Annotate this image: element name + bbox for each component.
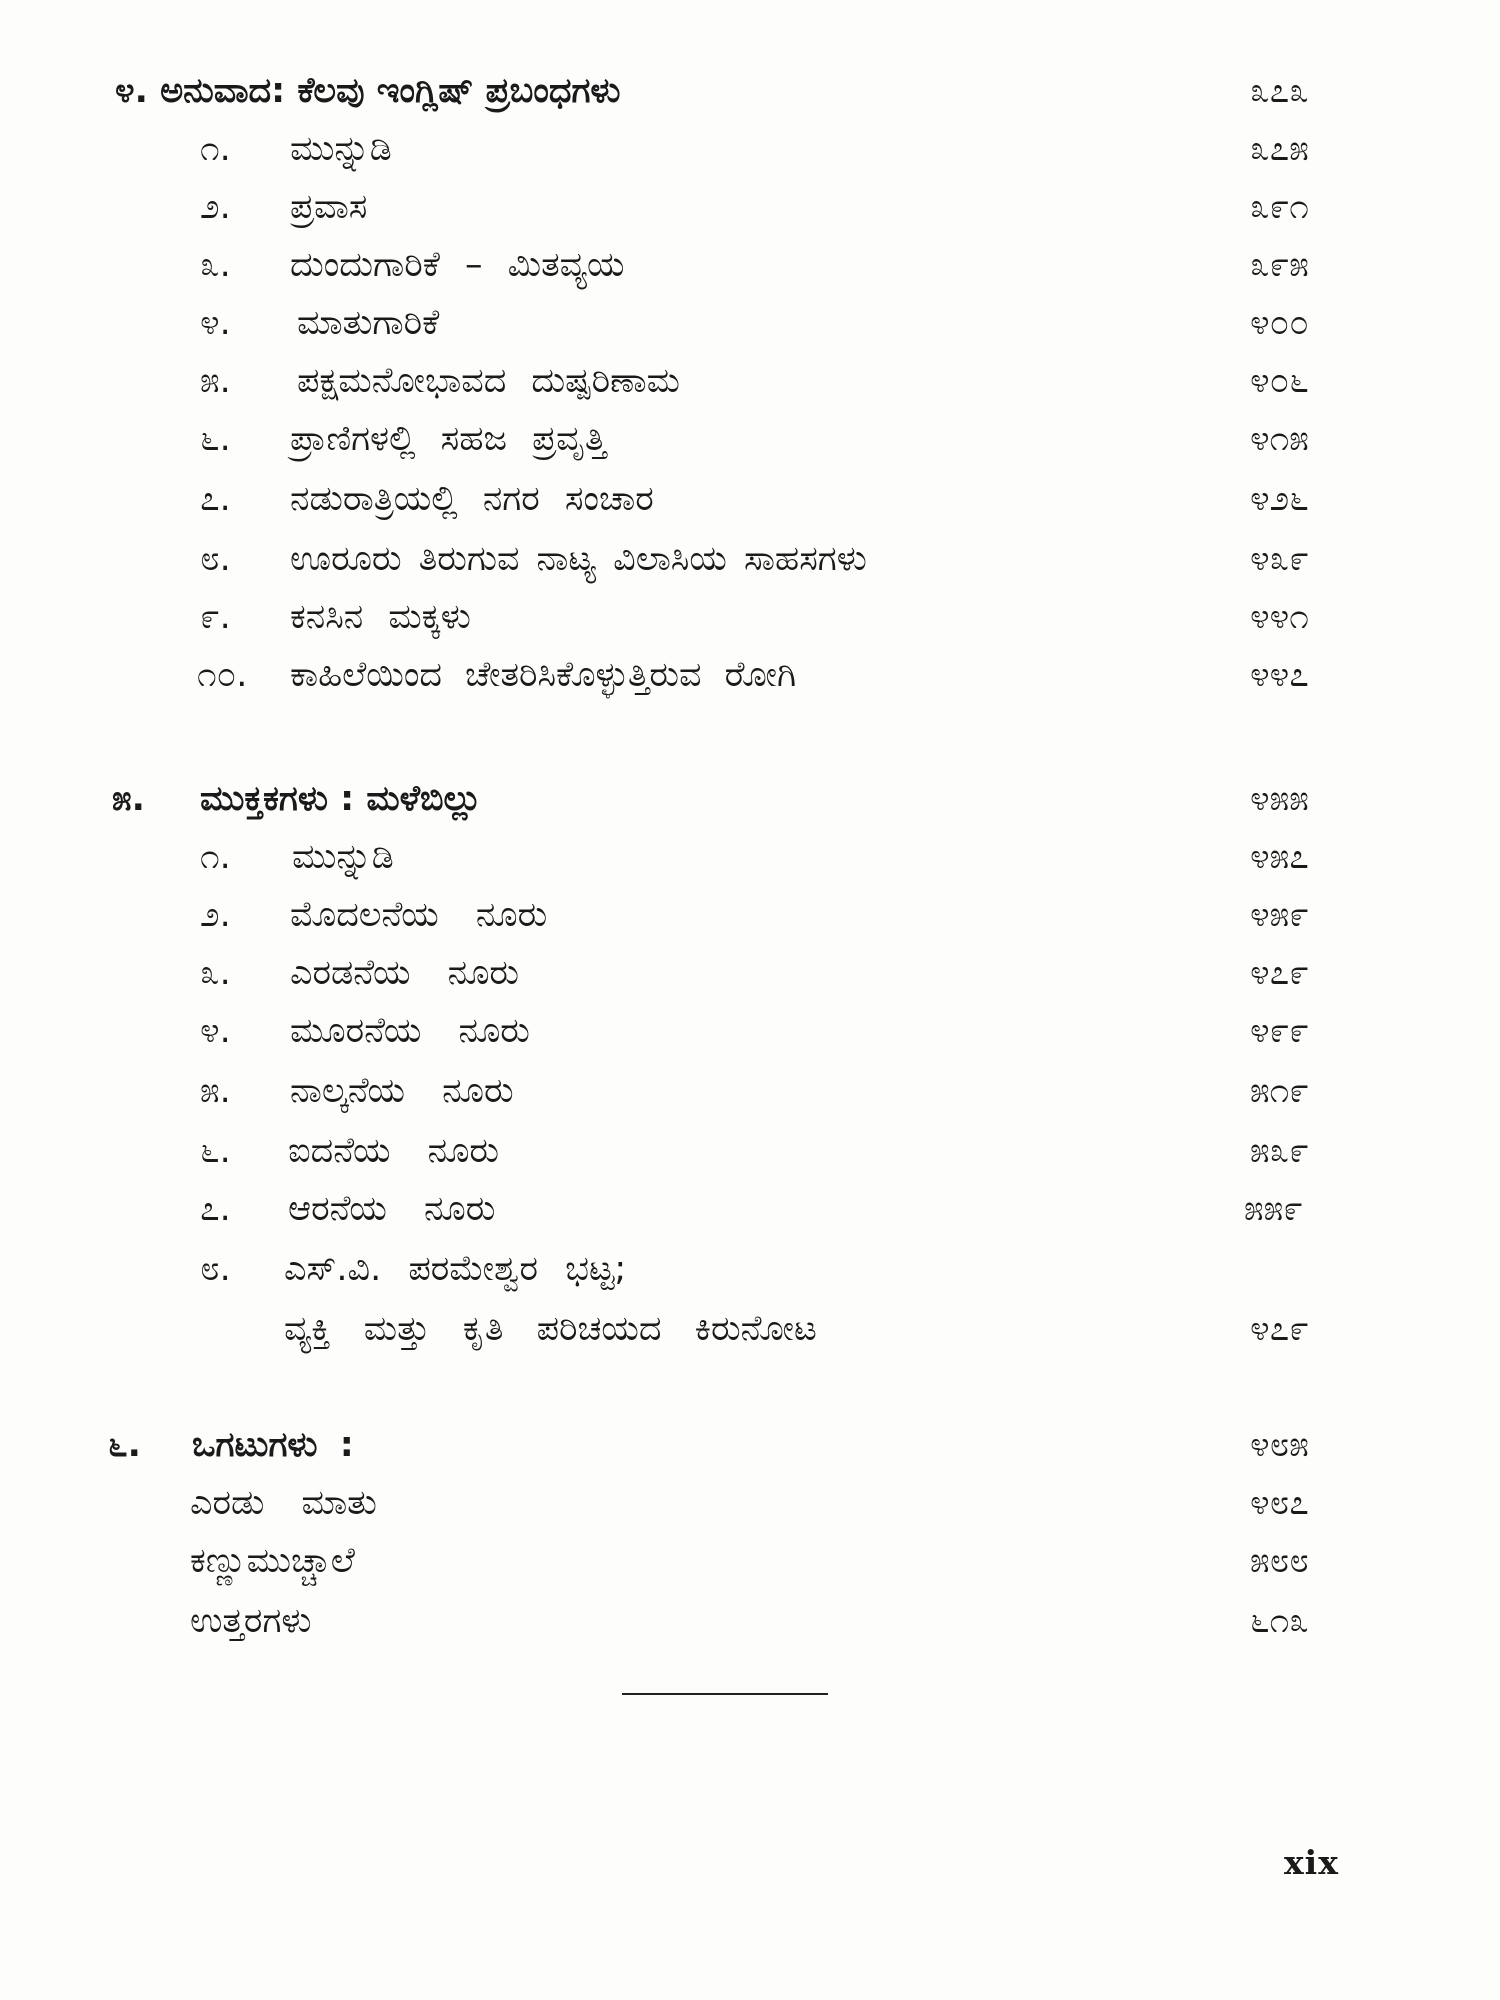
toc-entry [0,828,1500,886]
toc-entry [0,352,1500,410]
entry-number: ೩. [200,953,231,993]
page-number: ೫೮೮ [1250,1541,1309,1581]
toc-entry [0,944,1500,1002]
entry-title: ಪ್ರಾಣಿಗಳಲ್ಲಿ ಸಹಜ ಪ್ರವೃತ್ತಿ [290,419,607,459]
entry-title: ಮೂರನೆಯ ನೂರು [290,1011,530,1051]
toc-entry [0,294,1500,352]
section-title: ಮುಕ್ತಕಗಳು : ಮಳೆಬಿಲ್ಲು [200,779,482,819]
page-folio: xix [1284,1843,1339,1882]
page-number: ೪೩೯ [1250,539,1309,579]
page-number: ೩೭೩ [1250,71,1309,111]
section-number: ೬. [108,1425,141,1465]
entry-title: ಮುನ್ನುಡಿ [290,129,392,169]
entry-number: ೩. [200,245,231,285]
section-title: ೪. ಅನುವಾದ: ಕೆಲವು ಇಂಗ್ಲಿಷ್ ಪ್ರಬಂಧಗಳು [115,71,621,111]
entry-number: ೪. [200,303,231,343]
toc-entry [0,1002,1500,1060]
section-heading [0,770,1500,828]
section-heading [0,62,1500,120]
entry-title: ಎರಡನೆಯ ನೂರು [290,953,520,993]
page-number: ೪೯೯ [1250,1011,1309,1051]
page-number: ೪೭೯ [1250,953,1309,993]
entry-number: ೫. [200,1071,231,1111]
entry-number: ೭. [200,1189,231,1229]
entry-title: ಎರಡು ಮಾತು [190,1483,377,1523]
entry-number: ೧. [200,129,231,169]
toc-entry [0,886,1500,944]
entry-title: ಪಕ್ಷಮನೋಭಾವದ ದುಷ್ಪರಿಣಾಮ [297,361,680,401]
toc-entry-continuation [0,1300,1500,1358]
entry-number: ೨. [200,187,231,227]
entry-number: ೧. [200,837,231,877]
entry-title: ವ್ಯಕ್ತಿ ಮತ್ತು ಕೃತಿ ಪರಿಚಯದ ಕಿರುನೋಟ [284,1309,817,1349]
entry-number: ೯. [200,597,231,637]
entry-title: ಎಸ್.ವಿ. ಪರಮೇಶ್ವರ ಭಟ್ಟ; [284,1249,627,1289]
toc-entry [0,1240,1500,1298]
page-number: ೩೯೫ [1250,245,1309,285]
section-number: ೫. [112,779,145,819]
page-number: ೪೪೭ [1250,655,1309,695]
entry-title: ಊರೂರು ತಿರುಗುವ ನಾಟ್ಯ ವಿಲಾಸಿಯ ಸಾಹಸಗಳು [290,539,867,579]
entry-number: ೭. [200,479,231,519]
toc-entry [0,120,1500,178]
page-number: ೫೩೯ [1250,1131,1309,1171]
toc-entry [0,1180,1500,1238]
page-number: ೪೮೭ [1250,1483,1309,1523]
entry-title: ಕಾಹಿಲೆಯಿಂದ ಚೇತರಿಸಿಕೊಳ್ಳುತ್ತಿರುವ ರೋಗಿ [290,655,797,695]
entry-number: ೬. [200,1131,231,1171]
entry-number: ೮. [200,539,231,579]
section-title: ಒಗಟುಗಳು : [192,1425,354,1465]
section-divider [622,1693,828,1695]
entry-title: ಕನಸಿನ ಮಕ್ಕಳು [290,597,471,637]
page-number: ೪೪೧ [1250,597,1309,637]
page-number: ೪೮೫ [1250,1425,1309,1465]
entry-title: ಪ್ರವಾಸ [290,187,368,227]
entry-title: ಉತ್ತರಗಳು [190,1601,312,1641]
entry-title: ಮಾತುಗಾರಿಕೆ [297,303,440,343]
page-number: ೪೫೫ [1250,779,1309,819]
page-number: ೪೫೭ [1250,837,1309,877]
page-number: ೫೧೯ [1250,1071,1309,1111]
toc-entry [0,178,1500,236]
entry-number: ೧೦. [197,655,248,695]
toc-entry [0,646,1500,704]
page-number: ೫೫೯ [1244,1189,1303,1229]
toc-entry [0,470,1500,528]
toc-entry [0,1474,1500,1532]
entry-title: ಐದನೆಯ ನೂರು [288,1131,500,1171]
entry-title: ಮೊದಲನೆಯ ನೂರು [290,895,548,935]
page-number: ೪೨೬ [1250,479,1309,519]
toc-entry [0,236,1500,294]
page-number: ೪೦೦ [1250,303,1309,343]
page-number: ೪೫೯ [1250,895,1309,935]
toc-entry [0,588,1500,646]
entry-title: ನಡುರಾತ್ರಿಯಲ್ಲಿ ನಗರ ಸಂಚಾರ [290,479,654,519]
toc-entry [0,1062,1500,1120]
page-number: ೩೯೧ [1250,187,1309,227]
toc-entry [0,1532,1500,1590]
entry-title: ನಾಲ್ಕನೆಯ ನೂರು [290,1071,514,1111]
toc-entry [0,1592,1500,1650]
entry-title: ಮುನ್ನುಡಿ [292,837,394,877]
entry-number: ೮. [200,1249,231,1289]
entry-title: ಕಣ್ಣುಮುಚ್ಚಾಲೆ [190,1541,355,1581]
entry-number: ೪. [200,1011,231,1051]
page-number: ೪೭೯ [1250,1309,1309,1349]
entry-number: ೨. [200,895,231,935]
page-number: ೬೧೩ [1250,1601,1309,1641]
entry-number: ೫. [200,361,231,401]
entry-title: ಆರನೆಯ ನೂರು [288,1189,496,1229]
section-heading [0,1416,1500,1474]
entry-title: ದುಂದುಗಾರಿಕೆ – ಮಿತವ್ಯಯ [290,245,625,285]
toc-entry [0,410,1500,468]
page-number: ೩೭೫ [1250,129,1309,169]
page-number: ೪೦೬ [1250,361,1309,401]
page-number: ೪೧೫ [1250,419,1309,459]
toc-entry [0,530,1500,588]
toc-entry [0,1122,1500,1180]
entry-number: ೬. [200,419,231,459]
